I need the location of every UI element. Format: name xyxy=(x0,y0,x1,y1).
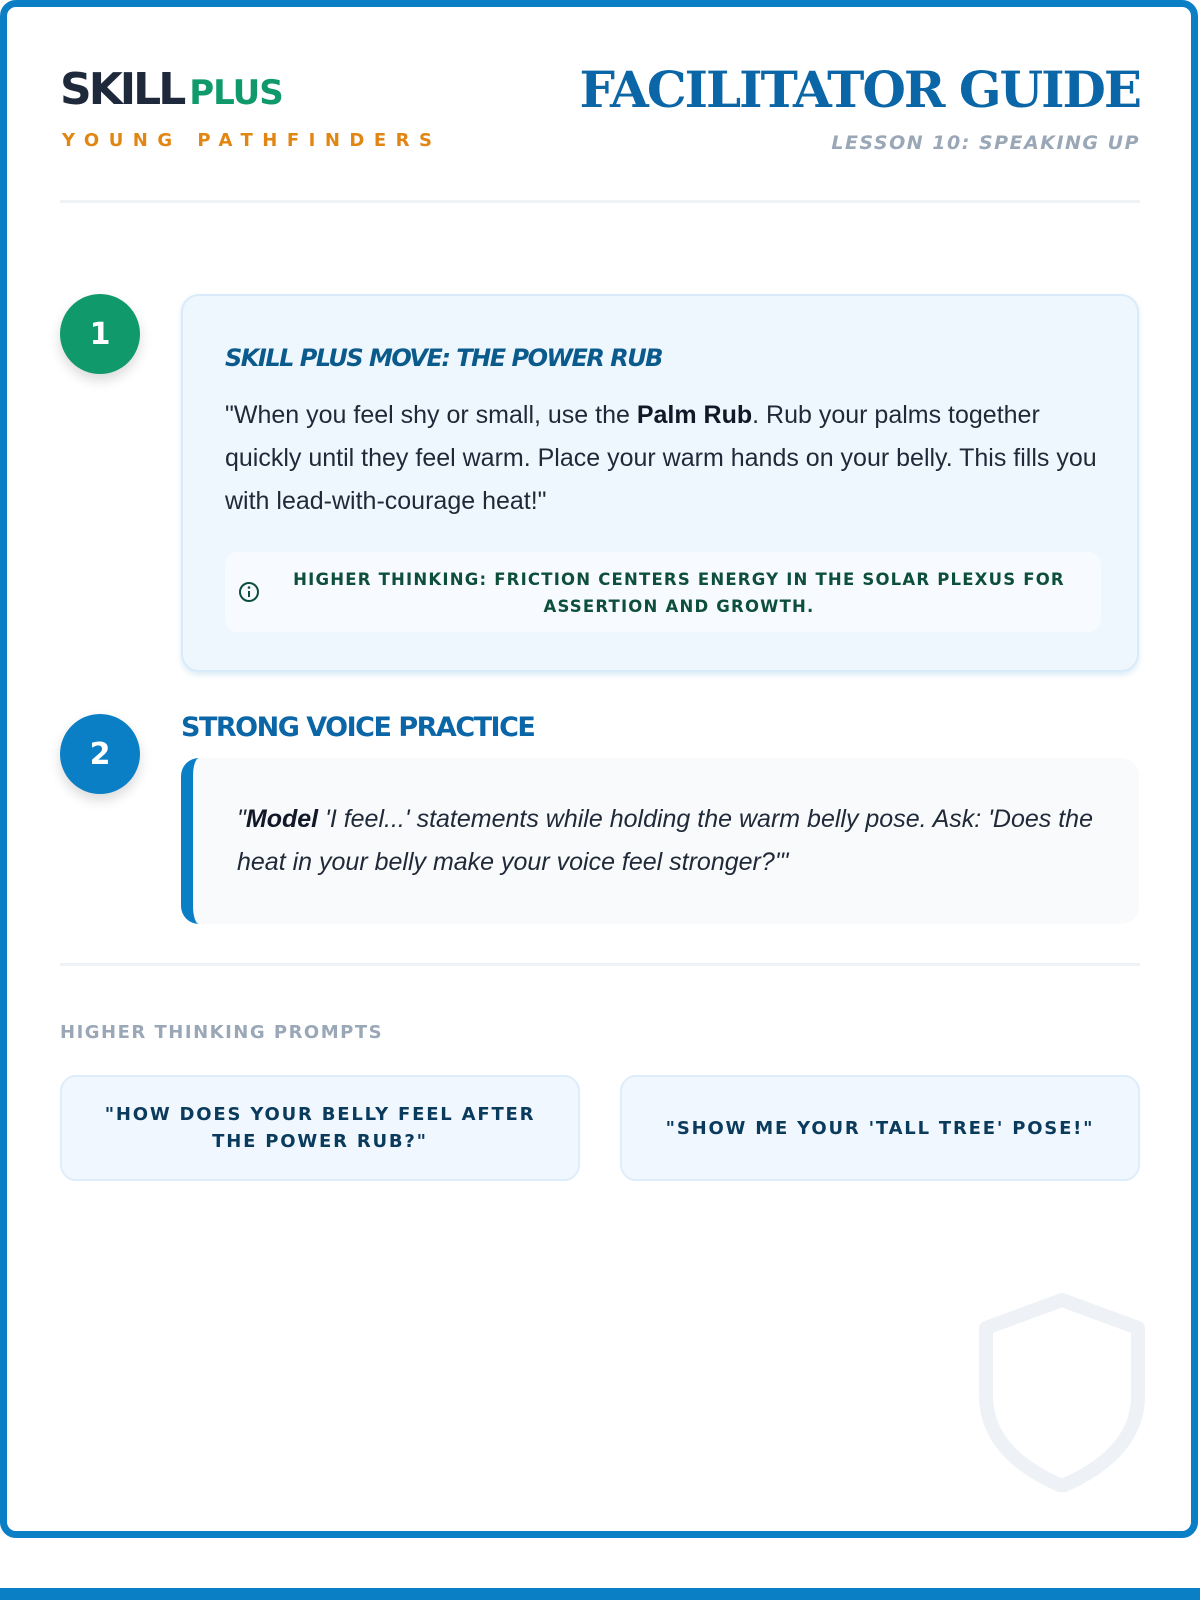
header xyxy=(60,60,1140,203)
bottom-bar xyxy=(0,1588,1200,1600)
step-2-quote-bold: Model xyxy=(245,805,319,833)
higher-thinking-note xyxy=(225,552,1101,632)
step-2-quote xyxy=(181,758,1139,924)
step-1-body-post: . Rub your palms together quickly until they feel warm. Place your warm hands on your belly. This fills you with lead-with-courage heat!" xyxy=(225,401,1097,515)
step-1-body-pre: "When you feel shy or small, use the xyxy=(225,401,637,429)
step-2-quote-text xyxy=(237,798,1117,884)
step-1-card xyxy=(181,294,1139,672)
step-2-quote-post: 'I feel...' statements while holding the warm belly pose. Ask: 'Does the heat in your belly make your voice feel stronger?'" xyxy=(237,805,1093,876)
higher-thinking-note-text: HIGHER THINKING: FRICTION CENTERS ENERGY IN THE SOLAR PLEXUS FOR ASSERTION AND GROWTH. xyxy=(293,570,1065,616)
logo-plus-text: PLUS xyxy=(189,73,283,113)
logo xyxy=(60,64,283,115)
prompts-label: HIGHER THINKING PROMPTS xyxy=(60,1022,384,1043)
prompt-card-2: "SHOW ME YOUR 'TALL TREE' POSE!" xyxy=(620,1075,1140,1181)
info-icon xyxy=(237,580,261,604)
step-1-number: 1 xyxy=(60,294,140,374)
step-1-body-bold: Palm Rub xyxy=(636,401,753,429)
step-2-quote-pre: " xyxy=(237,805,246,833)
step-1-body xyxy=(225,394,1105,523)
step-2-number: 2 xyxy=(60,714,140,794)
page-title: FACILITATOR GUIDE xyxy=(579,60,1140,119)
lesson-label: LESSON 10: SPEAKING UP xyxy=(831,132,1140,154)
step-1-title: SKILL PLUS MOVE: THE POWER RUB xyxy=(225,344,662,372)
logo-main-text: SKILL xyxy=(60,64,184,115)
section-divider xyxy=(60,963,1140,966)
step-2-title: STRONG VOICE PRACTICE xyxy=(181,712,535,743)
logo-subtitle: YOUNG PATHFINDERS xyxy=(62,130,442,151)
prompt-card-1: "HOW DOES YOUR BELLY FEEL AFTER THE POWER RUB?" xyxy=(60,1075,580,1181)
shield-icon xyxy=(978,1292,1146,1492)
